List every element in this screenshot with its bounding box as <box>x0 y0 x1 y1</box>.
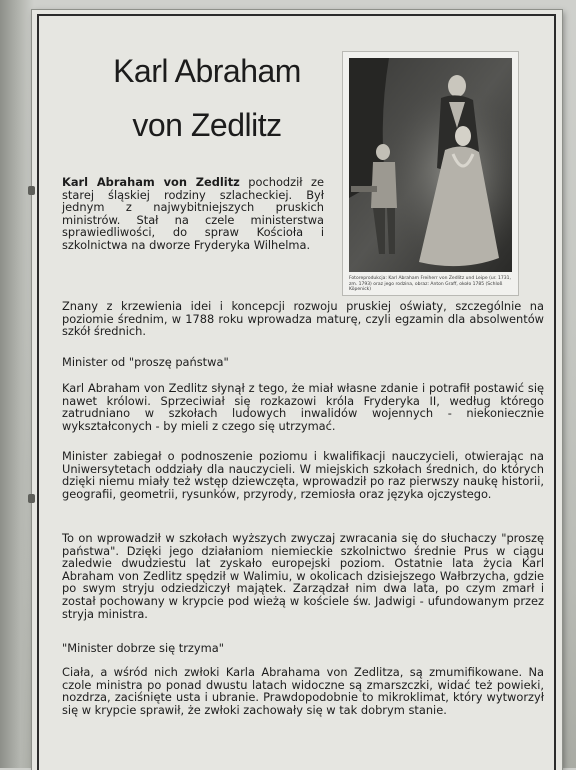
paragraph-5: To on wprowadził w szkołach wyższych zwyczaj zwracania się do słuchaczy "proszę państwa". Dzięki jego działaniom niemieckie szkolnictwo średnie Prus w ciągu zaledwie dwudziestu lat zyskało europejski poziom. Ostatnie lata życia Karl Abraham von Zedlitz spędził w Walimiu, w okolicach dzisiejszego Wałbrzycha, gdzie po swym stryju odziedziczył majątek. Zarządzał nim dwa lata, po czym zmarł i został pochowany w krypcie pod wieżą w kościele św. Jadwigi - ufundowanym przez stryja ministra. <box>62 531 544 621</box>
paragraph-6: Ciała, a wśród nich zwłoki Karla Abrahama von Zedlitza, są zmumifikowane. Na czole ministra po ponad dwustu latach widoczne są zmarszczki, widać też powieki, nozdrza, zaciśnięte usta i ubranie. Prawdopodobnie to mikroklimat, który wytworzył się w krypcie sprawił, że zwłoki zachowały się w tak dobrym stanie. <box>62 665 544 717</box>
photo-caption: Fotoreprodukcja: Karl Abraham Freiherr von Zedlitz und Leipe (ur. 1731, zm. 1793) oraz jego rodzina, obraz: Anton Graff, około 1785 (Schloß Köpenick) <box>349 276 511 292</box>
title-line-2: von Zedlitz <box>132 107 282 143</box>
paragraph-3: Karl Abraham von Zedlitz słynął z tego, że miał własne zdanie i potrafił postawić się nawet królowi. Sprzeciwiał się rozkazowi króla Fryderyka II, według którego zatrudniano w szkołach ludowych inwalidów wojennych - niekoniecznie wykształconych - by mieli z czego się utrzymać. <box>62 381 544 433</box>
wall-background <box>0 0 34 768</box>
pin-left-top <box>28 186 35 195</box>
heading-minister-trzyma: "Minister dobrze się trzyma" <box>62 641 224 655</box>
heading-proszę-państwa: Minister od "proszę państwa" <box>62 355 229 369</box>
paragraph-intro <box>62 176 324 252</box>
paragraph-4: Minister zabiegał o podnoszenie poziomu i kwalifikacji nauczycieli, otwierając na Uniwersytetach oddziały dla nauczycieli. W miejskich szkołach średnich, do których dzięki niemu miały też wstęp dziewczęta, wprowadził po raz pierwszy naukę historii, geografii, geometrii, rysunków, przyrody, rzemiosła oraz języka ojczystego. <box>62 449 544 501</box>
pin-left-bottom <box>28 494 35 503</box>
minister-name: Karl Abraham von Zedlitz <box>62 175 240 189</box>
paragraph-2: Znany z krzewienia idei i koncepcji rozwoju pruskiej oświaty, szczególnie na poziomie średnim, w 1788 roku wprowadza maturę, czyli egzamin dla absolwentów szkół średnich. <box>62 299 544 339</box>
poster-title <box>84 44 330 152</box>
portrait-photo <box>343 52 518 295</box>
info-poster <box>32 10 562 770</box>
portrait-photo-icon <box>349 58 512 272</box>
title-line-1: Karl Abraham <box>113 53 301 89</box>
intro-text: pochodził ze starej śląskiej rodziny szlacheckiej. Był jednym z najwybitniejszych pruskich ministrów. Stał na czele ministerstwa sprawiedliwości, do spraw Kościoła i szkolnictwa na dworze Fryderyka Wilhelma. <box>62 175 324 252</box>
